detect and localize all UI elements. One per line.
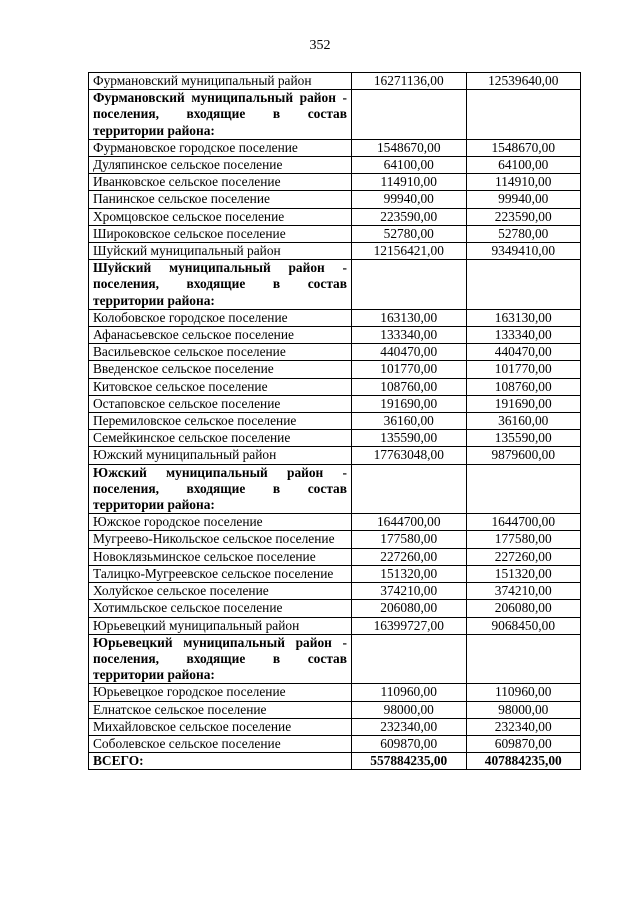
table-row	[89, 139, 581, 156]
row-value-1-cell: 206080,00	[352, 600, 467, 617]
row-name-cell: Шуйский муниципальный район - поселения, входящие в состав территории района:	[89, 260, 352, 310]
row-value-2-cell	[466, 90, 581, 140]
row-value-1-cell: 52780,00	[352, 225, 467, 242]
row-name-cell: Афанасьевское сельское поселение	[89, 327, 352, 344]
row-value-1-cell: 16399727,00	[352, 617, 467, 634]
total-value-2-cell: 407884235,00	[466, 753, 581, 770]
page-number: 352	[309, 38, 331, 53]
row-name-cell: Юрьевецкий муниципальный район - поселения, входящие в состав территории района:	[89, 634, 352, 684]
row-value-1-cell: 64100,00	[352, 157, 467, 174]
row-value-1-cell	[352, 260, 467, 310]
row-value-1-cell: 609870,00	[352, 735, 467, 752]
row-value-2-cell: 36160,00	[466, 413, 581, 430]
row-value-2-cell: 108760,00	[466, 378, 581, 395]
row-value-2-cell: 223590,00	[466, 208, 581, 225]
budget-table	[88, 72, 581, 770]
table-row	[89, 565, 581, 582]
row-value-2-cell: 151320,00	[466, 565, 581, 582]
table-row	[89, 600, 581, 617]
row-value-2-cell: 9068450,00	[466, 617, 581, 634]
row-value-1-cell: 440470,00	[352, 344, 467, 361]
row-value-2-cell: 227260,00	[466, 548, 581, 565]
row-value-2-cell: 1644700,00	[466, 514, 581, 531]
section-header-row	[89, 634, 581, 684]
row-value-2-cell: 206080,00	[466, 600, 581, 617]
row-value-1-cell: 374210,00	[352, 583, 467, 600]
row-value-2-cell: 232340,00	[466, 718, 581, 735]
row-value-2-cell: 1548670,00	[466, 139, 581, 156]
table-row	[89, 701, 581, 718]
row-value-2-cell: 177580,00	[466, 531, 581, 548]
table-row	[89, 430, 581, 447]
row-name-cell: Иванковское сельское поселение	[89, 174, 352, 191]
table-row	[89, 344, 581, 361]
row-name-cell: Хотимльское сельское поселение	[89, 600, 352, 617]
row-value-1-cell: 114910,00	[352, 174, 467, 191]
row-value-2-cell: 110960,00	[466, 684, 581, 701]
table-row	[89, 718, 581, 735]
total-value-1-cell: 557884235,00	[352, 753, 467, 770]
row-name-cell: Шуйский муниципальный район	[89, 243, 352, 260]
table-row	[89, 531, 581, 548]
row-name-cell: Колобовское городское поселение	[89, 309, 352, 326]
table-row	[89, 447, 581, 464]
section-header-row	[89, 464, 581, 514]
row-value-1-cell	[352, 90, 467, 140]
row-name-cell: Юрьевецкий муниципальный район	[89, 617, 352, 634]
row-name-cell: Соболевское сельское поселение	[89, 735, 352, 752]
table-row	[89, 208, 581, 225]
row-value-1-cell: 163130,00	[352, 309, 467, 326]
row-value-1-cell: 232340,00	[352, 718, 467, 735]
row-name-cell: Южское городское поселение	[89, 514, 352, 531]
table-row	[89, 243, 581, 260]
row-name-cell: Фурмановский муниципальный район	[89, 73, 352, 90]
table-row	[89, 157, 581, 174]
row-name-cell: Юрьевецкое городское поселение	[89, 684, 352, 701]
table-row	[89, 583, 581, 600]
row-value-2-cell: 12539640,00	[466, 73, 581, 90]
total-row	[89, 753, 581, 770]
row-value-2-cell: 9349410,00	[466, 243, 581, 260]
table-row	[89, 617, 581, 634]
row-value-2-cell: 133340,00	[466, 327, 581, 344]
row-name-cell: Фурмановский муниципальный район - поселения, входящие в состав территории района:	[89, 90, 352, 140]
row-name-cell: Перемиловское сельское поселение	[89, 413, 352, 430]
row-value-1-cell: 12156421,00	[352, 243, 467, 260]
row-value-1-cell: 98000,00	[352, 701, 467, 718]
row-name-cell: Панинское сельское поселение	[89, 191, 352, 208]
section-header-row	[89, 260, 581, 310]
row-value-2-cell	[466, 260, 581, 310]
row-value-2-cell: 374210,00	[466, 583, 581, 600]
table-row	[89, 174, 581, 191]
row-value-2-cell: 64100,00	[466, 157, 581, 174]
row-name-cell: Китовское сельское поселение	[89, 378, 352, 395]
row-value-1-cell: 101770,00	[352, 361, 467, 378]
row-value-1-cell	[352, 634, 467, 684]
row-value-1-cell: 108760,00	[352, 378, 467, 395]
row-value-2-cell: 99940,00	[466, 191, 581, 208]
section-header-row	[89, 90, 581, 140]
table-row	[89, 327, 581, 344]
row-name-cell: Южский муниципальный район - поселения, входящие в состав территории района:	[89, 464, 352, 514]
row-name-cell: Семейкинское сельское поселение	[89, 430, 352, 447]
row-value-2-cell: 163130,00	[466, 309, 581, 326]
table-row	[89, 309, 581, 326]
row-name-cell: Широковское сельское поселение	[89, 225, 352, 242]
table-row	[89, 548, 581, 565]
row-value-2-cell: 440470,00	[466, 344, 581, 361]
total-label-cell: ВСЕГО:	[89, 753, 352, 770]
row-value-1-cell: 99940,00	[352, 191, 467, 208]
table-row	[89, 378, 581, 395]
row-value-1-cell: 1548670,00	[352, 139, 467, 156]
row-value-1-cell: 17763048,00	[352, 447, 467, 464]
row-value-1-cell: 227260,00	[352, 548, 467, 565]
row-value-2-cell: 135590,00	[466, 430, 581, 447]
row-value-1-cell: 16271136,00	[352, 73, 467, 90]
row-value-1-cell: 177580,00	[352, 531, 467, 548]
table-row	[89, 413, 581, 430]
row-value-2-cell	[466, 464, 581, 514]
row-value-2-cell: 191690,00	[466, 395, 581, 412]
row-value-1-cell	[352, 464, 467, 514]
row-name-cell: Хромцовское сельское поселение	[89, 208, 352, 225]
table-row	[89, 361, 581, 378]
row-value-2-cell: 114910,00	[466, 174, 581, 191]
table-row	[89, 191, 581, 208]
row-name-cell: Остаповское сельское поселение	[89, 395, 352, 412]
table-row	[89, 514, 581, 531]
row-name-cell: Михайловское сельское поселение	[89, 718, 352, 735]
row-name-cell: Елнатское сельское поселение	[89, 701, 352, 718]
table-row	[89, 395, 581, 412]
table-row	[89, 225, 581, 242]
row-name-cell: Новоклязьминское сельское поселение	[89, 548, 352, 565]
row-value-2-cell	[466, 634, 581, 684]
row-value-2-cell: 9879600,00	[466, 447, 581, 464]
row-value-1-cell: 110960,00	[352, 684, 467, 701]
row-value-1-cell: 191690,00	[352, 395, 467, 412]
row-value-2-cell: 101770,00	[466, 361, 581, 378]
row-value-2-cell: 609870,00	[466, 735, 581, 752]
table-row	[89, 735, 581, 752]
budget-table-body	[89, 73, 581, 770]
row-name-cell: Талицко-Мугреевское сельское поселение	[89, 565, 352, 582]
table-row	[89, 684, 581, 701]
row-value-1-cell: 1644700,00	[352, 514, 467, 531]
row-name-cell: Холуйское сельское поселение	[89, 583, 352, 600]
row-name-cell: Фурмановское городское поселение	[89, 139, 352, 156]
row-value-1-cell: 151320,00	[352, 565, 467, 582]
table-row	[89, 73, 581, 90]
row-name-cell: Введенское сельское поселение	[89, 361, 352, 378]
row-name-cell: Дуляпинское сельское поселение	[89, 157, 352, 174]
row-value-1-cell: 223590,00	[352, 208, 467, 225]
row-value-1-cell: 36160,00	[352, 413, 467, 430]
row-name-cell: Мугреево-Никольское сельское поселение	[89, 531, 352, 548]
row-name-cell: Васильевское сельское поселение	[89, 344, 352, 361]
row-value-2-cell: 52780,00	[466, 225, 581, 242]
row-value-1-cell: 133340,00	[352, 327, 467, 344]
row-value-2-cell: 98000,00	[466, 701, 581, 718]
row-value-1-cell: 135590,00	[352, 430, 467, 447]
row-name-cell: Южский муниципальный район	[89, 447, 352, 464]
